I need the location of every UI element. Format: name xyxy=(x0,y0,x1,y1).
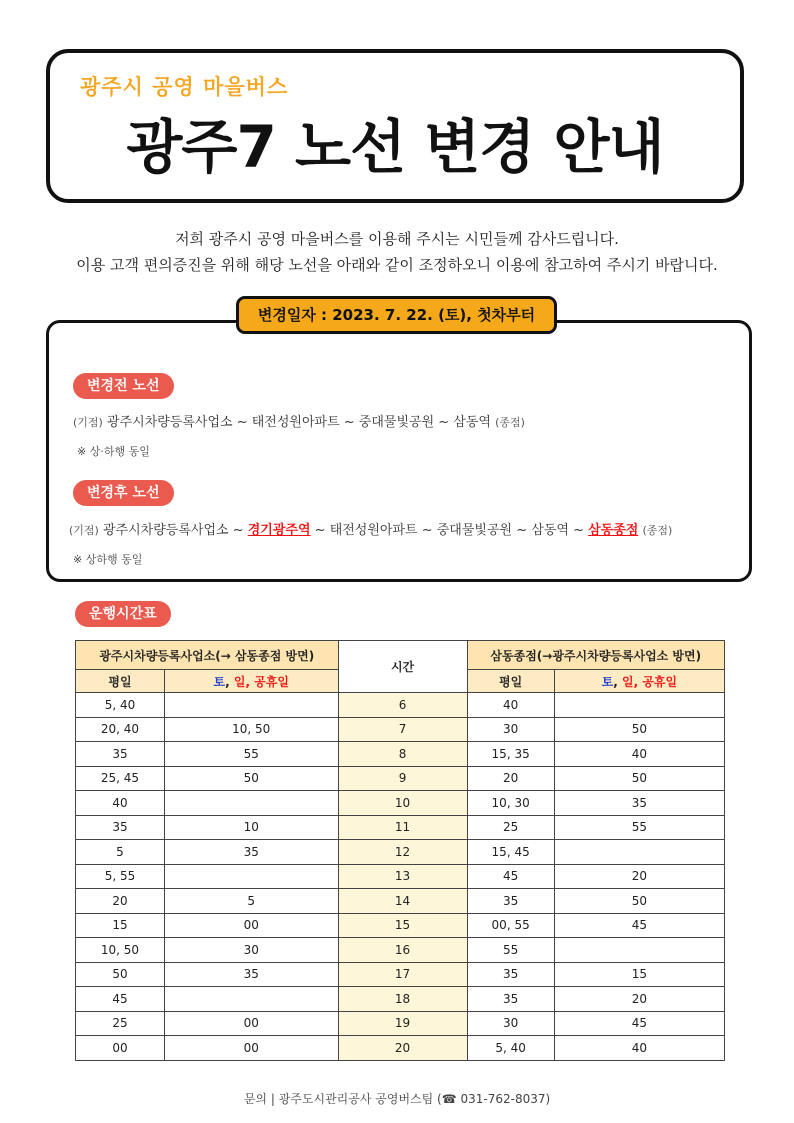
before-end-tag: (종점) xyxy=(495,416,525,429)
right-holiday-cell: 40 xyxy=(554,742,724,767)
left-holiday-cell: 00 xyxy=(164,1036,338,1061)
left-weekday-cell: 40 xyxy=(76,791,165,816)
table-row xyxy=(76,1011,725,1036)
right-holiday-cell: 50 xyxy=(554,889,724,914)
right-weekday-cell: 15, 35 xyxy=(467,742,554,767)
intro-line-2: 이용 고객 편의증진을 위해 해당 노선을 아래와 같이 조정하오니 이용에 참고하여 주시기 바랍니다. xyxy=(76,256,718,274)
right-weekday-cell: 15, 45 xyxy=(467,840,554,865)
holiday-sat: 토 xyxy=(213,674,226,689)
right-weekday-cell: 30 xyxy=(467,717,554,742)
left-holiday-cell: 00 xyxy=(164,1011,338,1036)
left-holiday-cell xyxy=(164,864,338,889)
time-cell: 12 xyxy=(338,840,467,865)
holiday-sun: 일 xyxy=(621,674,634,689)
footer-phone: (☎ 031-762-8037) xyxy=(437,1092,551,1106)
left-holiday-cell: 35 xyxy=(164,840,338,865)
right-holiday-cell: 20 xyxy=(554,987,724,1012)
time-cell: 19 xyxy=(338,1011,467,1036)
left-holiday-cell: 55 xyxy=(164,742,338,767)
right-holiday-cell: 35 xyxy=(554,791,724,816)
table-row xyxy=(76,693,725,718)
before-route xyxy=(73,411,525,430)
right-weekday-cell: 00, 55 xyxy=(467,913,554,938)
before-note: ※ 상·하행 동일 xyxy=(77,445,150,458)
holiday-public: , 공휴일 xyxy=(633,674,678,689)
time-cell: 9 xyxy=(338,766,467,791)
right-holiday-cell xyxy=(554,938,724,963)
right-weekday-header: 평일 xyxy=(467,670,554,693)
after-route-label: 변경후 노선 xyxy=(73,480,174,506)
right-holiday-cell: 45 xyxy=(554,1011,724,1036)
time-cell: 20 xyxy=(338,1036,467,1061)
right-weekday-cell: 20 xyxy=(467,766,554,791)
left-weekday-cell: 35 xyxy=(76,742,165,767)
table-row xyxy=(76,913,725,938)
timetable-label: 운행시간표 xyxy=(75,601,171,627)
after-route-seg2: ~ 태전성원아파트 ~ 중대물빛공원 ~ 삼동역 ~ xyxy=(310,523,589,538)
time-cell: 16 xyxy=(338,938,467,963)
footer-separator: | xyxy=(270,1092,275,1106)
right-holiday-cell: 40 xyxy=(554,1036,724,1061)
right-weekday-cell: 35 xyxy=(467,987,554,1012)
right-weekday-cell: 35 xyxy=(467,962,554,987)
left-weekday-cell: 20 xyxy=(76,889,165,914)
left-weekday-cell: 50 xyxy=(76,962,165,987)
right-holiday-cell: 20 xyxy=(554,864,724,889)
right-holiday-cell: 50 xyxy=(554,766,724,791)
left-weekday-cell: 45 xyxy=(76,987,165,1012)
left-weekday-cell: 25, 45 xyxy=(76,766,165,791)
table-row xyxy=(76,791,725,816)
holiday-public: , 공휴일 xyxy=(245,674,289,689)
intro-line-1: 저희 광주시 공영 마을버스를 이용해 주시는 시민들께 감사드립니다. xyxy=(175,230,619,248)
left-weekday-cell: 20, 40 xyxy=(76,717,165,742)
intro-text xyxy=(0,226,794,278)
left-weekday-cell: 5, 40 xyxy=(76,693,165,718)
after-route-seg1: 광주시차량등록사업소 ~ xyxy=(102,523,248,538)
left-holiday-cell xyxy=(164,987,338,1012)
footer xyxy=(0,1090,794,1107)
table-row xyxy=(76,962,725,987)
right-weekday-cell: 5, 40 xyxy=(467,1036,554,1061)
time-cell: 8 xyxy=(338,742,467,767)
left-holiday-cell xyxy=(164,791,338,816)
table-row xyxy=(76,766,725,791)
before-route-text: 광주시차량등록사업소 ~ 태전성원아파트 ~ 중대물빛공원 ~ 삼동역 xyxy=(106,415,491,430)
left-holiday-cell: 50 xyxy=(164,766,338,791)
time-cell: 15 xyxy=(338,913,467,938)
table-row xyxy=(76,1036,725,1061)
left-holiday-cell: 10 xyxy=(164,815,338,840)
table-row xyxy=(76,864,725,889)
left-holiday-cell: 10, 50 xyxy=(164,717,338,742)
right-holiday-header xyxy=(554,670,724,693)
time-cell: 13 xyxy=(338,864,467,889)
holiday-sat: 토 xyxy=(601,674,614,689)
time-cell: 6 xyxy=(338,693,467,718)
time-cell: 11 xyxy=(338,815,467,840)
table-row xyxy=(76,889,725,914)
left-weekday-cell: 5 xyxy=(76,840,165,865)
left-weekday-cell: 5, 55 xyxy=(76,864,165,889)
right-holiday-cell xyxy=(554,840,724,865)
right-weekday-cell: 45 xyxy=(467,864,554,889)
right-holiday-cell: 45 xyxy=(554,913,724,938)
timetable xyxy=(75,640,725,1061)
table-row xyxy=(76,938,725,963)
after-new-stop-1: 경기광주역 xyxy=(247,523,311,538)
route-change-box xyxy=(46,320,752,582)
right-weekday-cell: 30 xyxy=(467,1011,554,1036)
after-start-tag: (기점) xyxy=(69,524,99,537)
footer-team: 광주도시관리공사 공영버스팀 xyxy=(278,1092,434,1106)
right-weekday-cell: 35 xyxy=(467,889,554,914)
left-weekday-cell: 00 xyxy=(76,1036,165,1061)
page-title: 광주7 노선 변경 안내 xyxy=(126,113,664,181)
time-header: 시간 xyxy=(338,641,467,693)
after-note: ※ 상하행 동일 xyxy=(73,553,143,566)
time-cell: 17 xyxy=(338,962,467,987)
after-route xyxy=(69,519,672,538)
holiday-sun: 일 xyxy=(233,674,246,689)
time-cell: 7 xyxy=(338,717,467,742)
left-holiday-cell: 00 xyxy=(164,913,338,938)
right-holiday-cell: 50 xyxy=(554,717,724,742)
left-holiday-header xyxy=(164,670,338,693)
after-new-stop-2: 삼동종점 xyxy=(588,523,639,538)
before-start-tag: (기점) xyxy=(73,416,103,429)
left-holiday-cell: 5 xyxy=(164,889,338,914)
right-direction-header: 삼동종점(→광주시차량등록사업소 방면) xyxy=(467,641,724,670)
change-date-badge: 변경일자 : 2023. 7. 22. (토), 첫차부터 xyxy=(236,296,557,334)
left-holiday-cell xyxy=(164,693,338,718)
left-weekday-cell: 25 xyxy=(76,1011,165,1036)
right-holiday-cell xyxy=(554,693,724,718)
table-row xyxy=(76,742,725,767)
left-direction-header: 광주시차량등록사업소(→ 삼동종점 방면) xyxy=(76,641,339,670)
left-weekday-cell: 10, 50 xyxy=(76,938,165,963)
table-row xyxy=(76,840,725,865)
table-row xyxy=(76,717,725,742)
left-weekday-cell: 15 xyxy=(76,913,165,938)
time-cell: 18 xyxy=(338,987,467,1012)
table-row xyxy=(76,815,725,840)
time-cell: 10 xyxy=(338,791,467,816)
left-weekday-cell: 35 xyxy=(76,815,165,840)
before-route-label: 변경전 노선 xyxy=(73,373,174,399)
footer-inquiry: 문의 xyxy=(243,1092,267,1106)
header-box xyxy=(46,49,744,203)
after-end-tag: (종점) xyxy=(642,524,673,537)
holiday-sep: , xyxy=(225,674,234,689)
right-holiday-cell: 55 xyxy=(554,815,724,840)
holiday-sep: , xyxy=(613,674,622,689)
table-row xyxy=(76,987,725,1012)
right-weekday-cell: 25 xyxy=(467,815,554,840)
right-weekday-cell: 55 xyxy=(467,938,554,963)
right-weekday-cell: 10, 30 xyxy=(467,791,554,816)
left-holiday-cell: 35 xyxy=(164,962,338,987)
time-cell: 14 xyxy=(338,889,467,914)
left-weekday-header: 평일 xyxy=(76,670,165,693)
right-holiday-cell: 15 xyxy=(554,962,724,987)
left-holiday-cell: 30 xyxy=(164,938,338,963)
right-weekday-cell: 40 xyxy=(467,693,554,718)
header-subtitle: 광주시 공영 마을버스 xyxy=(80,75,289,99)
